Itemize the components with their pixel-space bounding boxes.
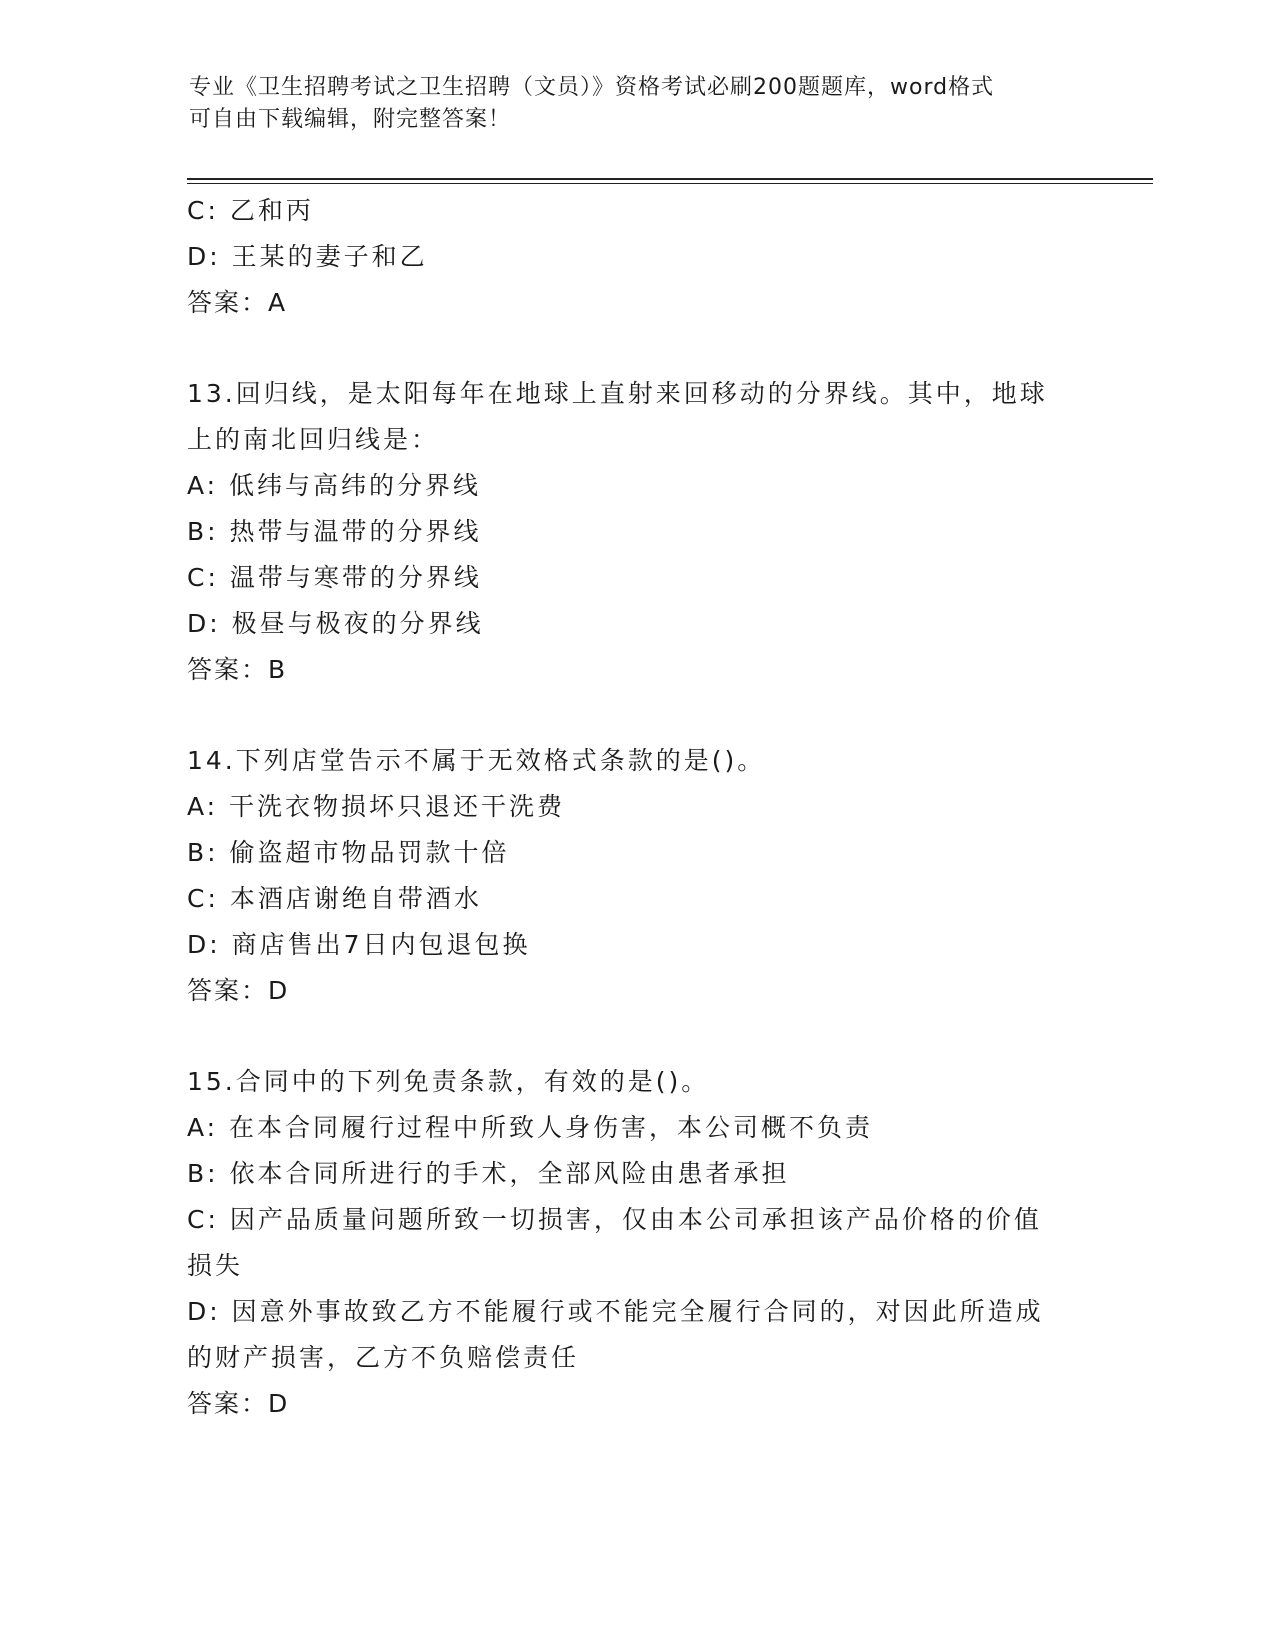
question-13: [187, 371, 1087, 693]
answer-line: 答案：B: [187, 655, 288, 684]
header-title-line-2: 可自由下载编辑，附完整答案！: [189, 107, 512, 132]
option-a: A: 干洗衣物损坏只退还干洗费: [187, 792, 566, 821]
option-d: D: 极昼与极夜的分界线: [187, 609, 484, 638]
spacer: [187, 326, 1087, 371]
option-d: D: 商店售出7日内包退包换: [187, 930, 531, 959]
document-header: [189, 72, 1089, 136]
question-stem-line-2: 上的南北回归线是：: [187, 425, 440, 454]
header-title-line-1: 专业《卫生招聘考试之卫生招聘（文员）》资格考试必刷200题题库，word格式: [189, 75, 995, 100]
option-c-line-1: C: 因产品质量问题所致一切损害，仅由本公司承担该产品价格的价值: [187, 1205, 1042, 1234]
document-body: [187, 188, 1087, 1427]
option-d-line-1: D: 因意外事故致乙方不能履行或不能完全履行合同的，对因此所造成: [187, 1297, 1044, 1326]
option-c: C: 本酒店谢绝自带酒水: [187, 884, 482, 913]
option-d: D: 王某的妻子和乙: [187, 242, 428, 271]
header-rule-thin: [187, 183, 1153, 184]
option-a: A: 在本合同履行过程中所致人身伤害，本公司概不负责: [187, 1113, 874, 1142]
option-b: B: 偷盗超市物品罚款十倍: [187, 838, 510, 867]
question-stem-line-1: 15.合同中的下列免责条款，有效的是()。: [187, 1067, 710, 1096]
option-c-line-2: 损失: [187, 1251, 244, 1280]
question-stem-line-1: 14.下列店堂告示不属于无效格式条款的是()。: [187, 746, 766, 775]
answer-line: 答案：A: [187, 288, 288, 317]
option-c: C: 温带与寒带的分界线: [187, 563, 482, 592]
answer-line: 答案：D: [187, 1389, 290, 1418]
answer-line: 答案：D: [187, 976, 290, 1005]
question-12-tail: [187, 188, 1087, 326]
spacer: [187, 693, 1087, 738]
spacer: [187, 1014, 1087, 1059]
question-stem-line-1: 13.回归线，是太阳每年在地球上直射来回移动的分界线。其中，地球: [187, 379, 1048, 408]
header-rule-thick: [187, 178, 1153, 180]
question-15: [187, 1059, 1087, 1427]
option-c: C: 乙和丙: [187, 196, 314, 225]
option-b: B: 热带与温带的分界线: [187, 517, 482, 546]
option-d-line-2: 的财产损害，乙方不负赔偿责任: [187, 1343, 580, 1372]
option-a: A: 低纬与高纬的分界线: [187, 471, 482, 500]
question-14: [187, 738, 1087, 1014]
option-b: B: 依本合同所进行的手术，全部风险由患者承担: [187, 1159, 790, 1188]
